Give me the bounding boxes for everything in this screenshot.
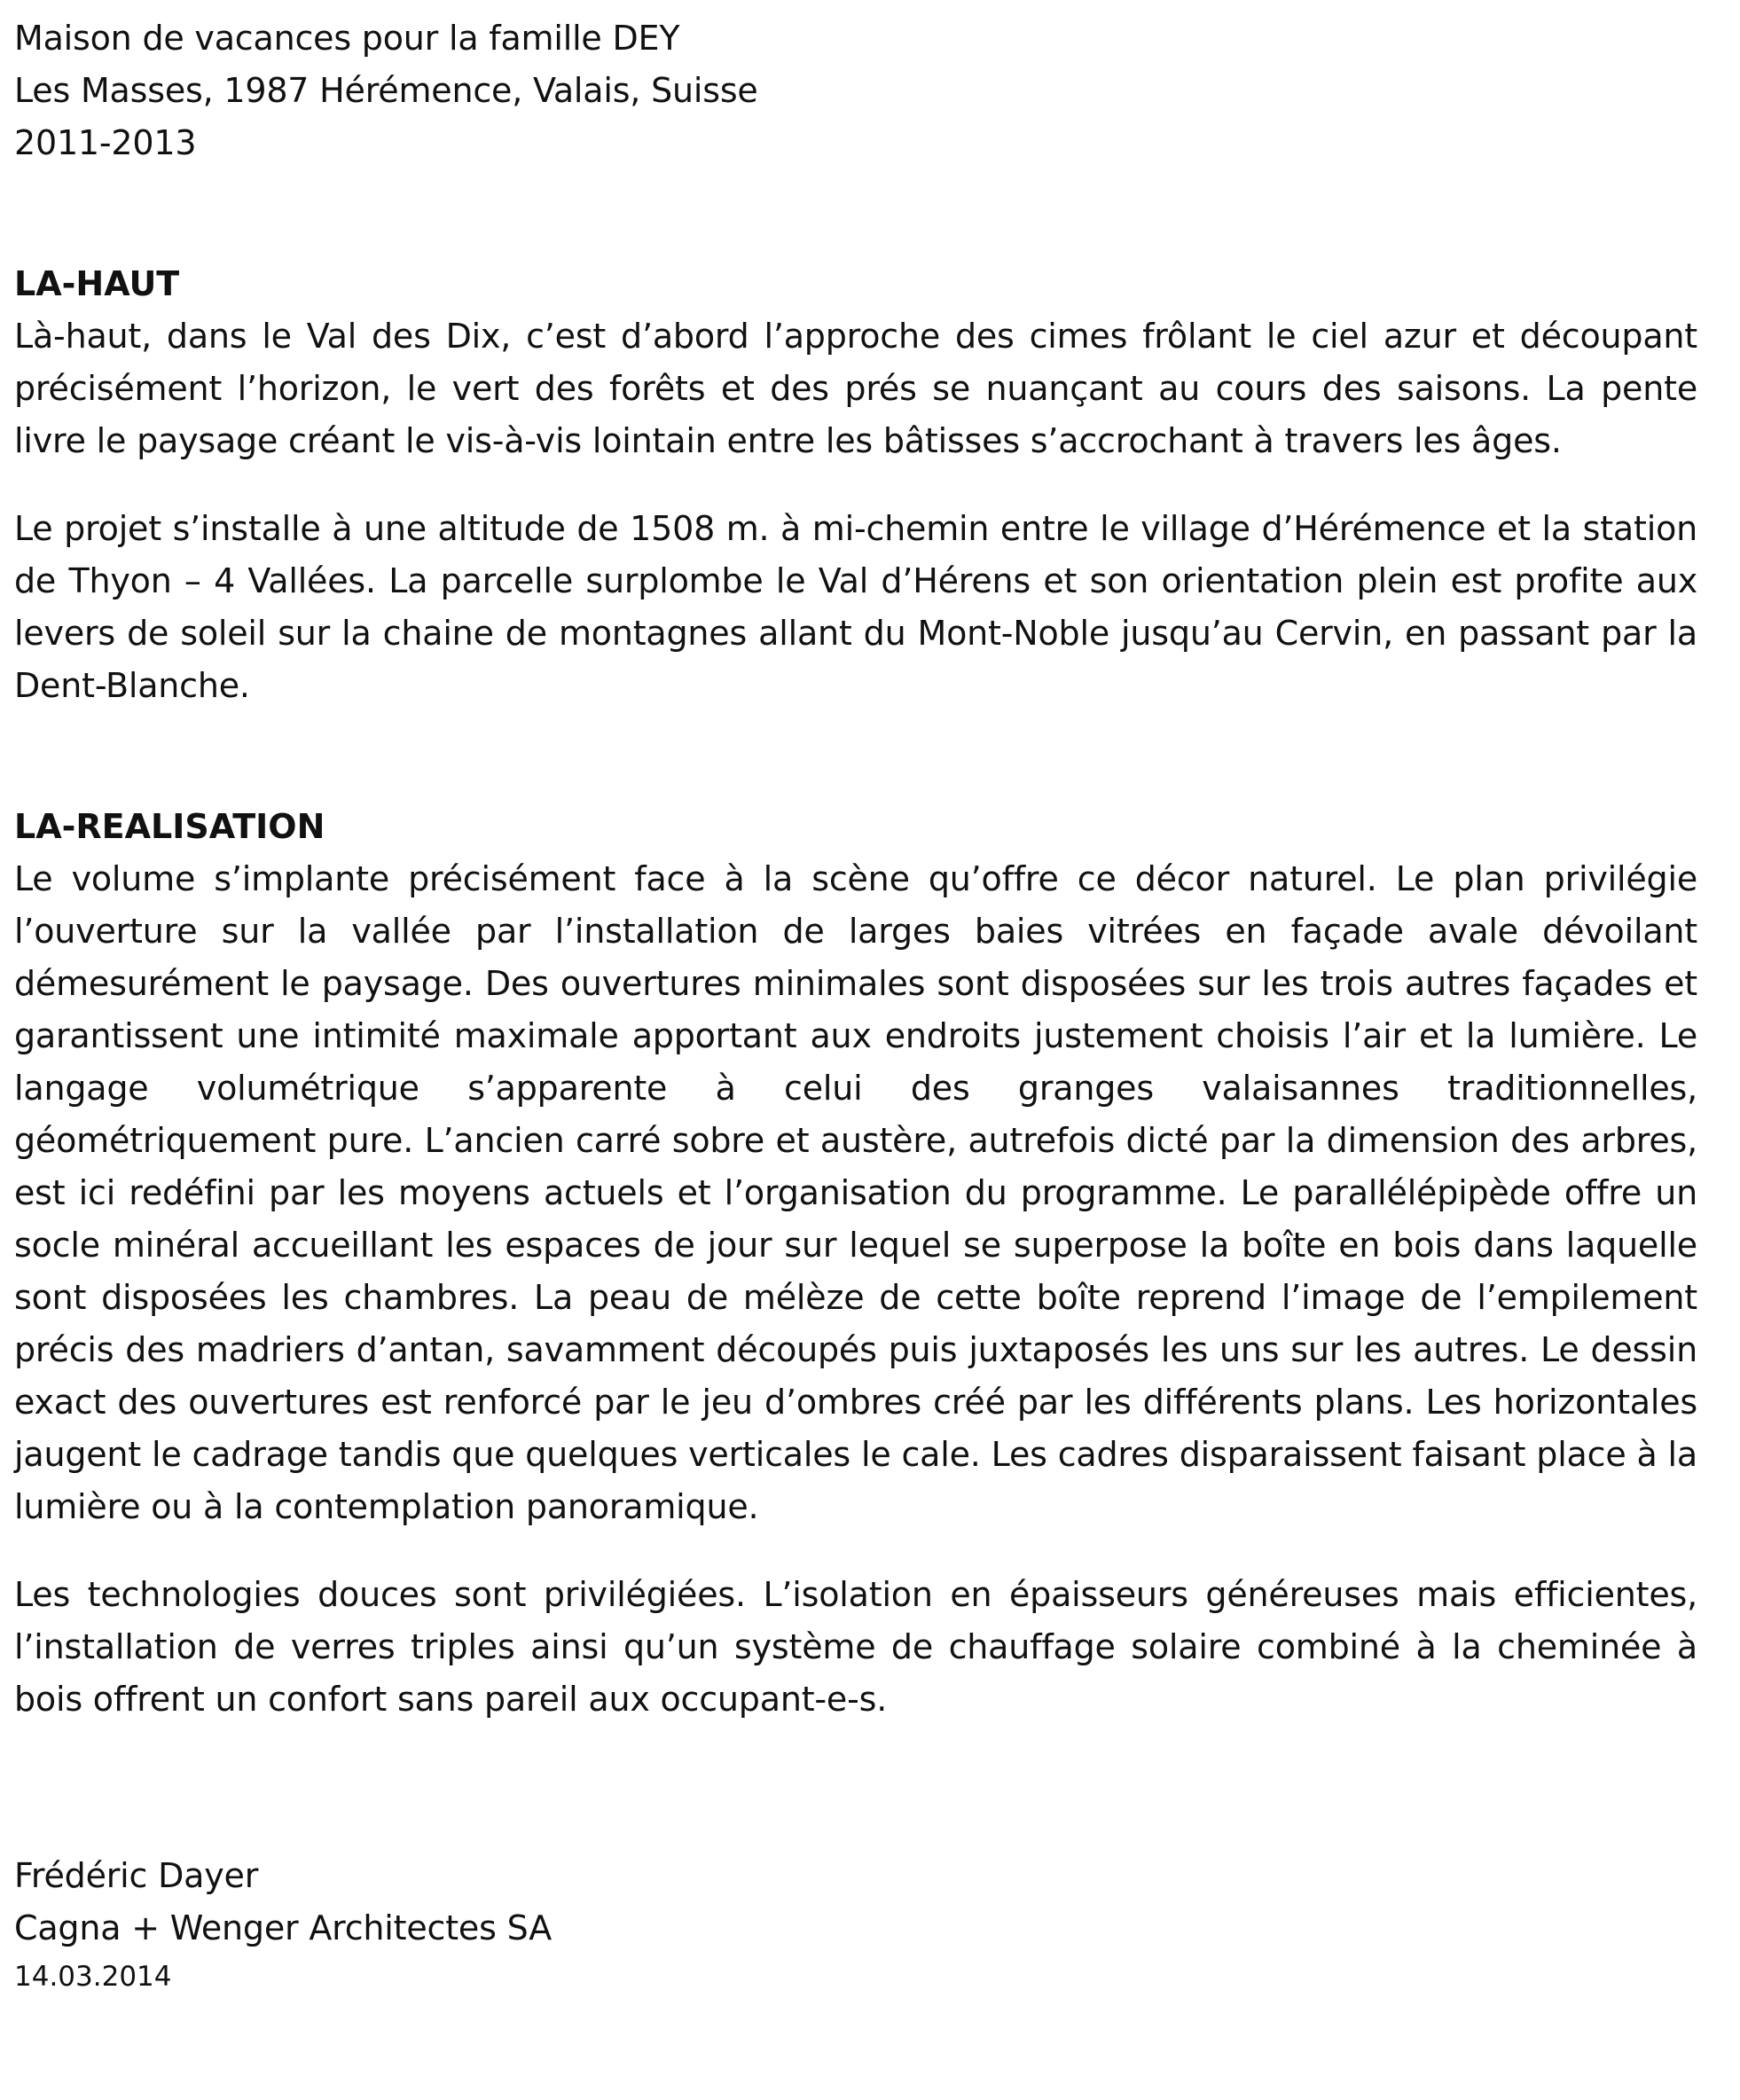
signature-name: Frédéric Dayer	[14, 1856, 259, 1895]
spacer	[14, 467, 1697, 503]
document-years: 2011-2013	[14, 123, 197, 162]
spacer	[14, 1726, 1697, 1850]
paragraph-la-haut-2: Le projet s’installe à une altitude de 1508 m. à mi-chemin entre le village d’Hérémence et la station de Thyon – 4 Vallées. La parcelle surplombe le Val d’Hérens et son orientation plein est profite aux levers de soleil sur la chaine de montagnes allant du Mont-Noble jusqu’au Cervin, en passant par la Dent-Blanche.	[14, 509, 1697, 705]
document-title: Maison de vacances pour la famille DEY	[14, 19, 680, 58]
paragraph-la-haut-1: Là-haut, dans le Val des Dix, c’est d’abord l’approche des cimes frôlant le ciel azur et découpant précisément l’horizon, le vert des forêts et des prés se nuançant au cours des saisons. La pente livre le paysage créant le vis-à-vis lointain entre les bâtisses s’accrochant à travers les âges.	[14, 317, 1697, 460]
spacer	[14, 1533, 1697, 1569]
section-heading-la-realisation: LA-REALISATION	[14, 807, 325, 846]
section-heading-la-haut: LA-HAUT	[14, 264, 180, 303]
signature-company: Cagna + Wenger Architectes SA	[14, 1908, 552, 1947]
document-location: Les Masses, 1987 Hérémence, Valais, Suisse	[14, 71, 758, 110]
spacer	[14, 712, 1697, 801]
spacer	[14, 169, 1697, 258]
paragraph-la-realisation-1: Le volume s’implante précisément face à la scène qu’offre ce décor naturel. Le plan privilégie l’ouverture sur la vallée par l’installation de larges baies vitrées en façade avale dévoilant démesurément le paysage. Des ouvertures minimales sont disposées sur les trois autres façades et garantissent une intimité maximale apportant aux endroits justement choisis l’air et la lumière. Le langage volumétrique s’apparente à celui des granges valaisannes traditionnelles, géométriquement pure. L’ancien carré sobre et austère, autrefois dicté par la dimension des arbres, est ici redéfini par les moyens actuels et l’organisation du programme. Le parallélépipède offre un socle minéral accueillant les espaces de jour sur lequel se superpose la boîte en bois dans laquelle sont disposées les chambres. La peau de mélèze de cette boîte reprend l’image de l’empilement précis des madriers d’antan, savamment découpés puis juxtaposés les uns sur les autres. Le dessin exact des ouvertures est renforcé par le jeu d’ombres créé par les différents plans. Les horizontales jaugent le cadrage tandis que quelques verticales le cale. Les cadres disparaissent faisant place à la lumière ou à la contemplation panoramique.	[14, 859, 1697, 1526]
document-page	[14, 12, 1697, 1999]
paragraph-la-realisation-2: Les technologies douces sont privilégiées. L’isolation en épaisseurs généreuses mais efficientes, l’installation de verres triples ainsi qu’un système de chauffage solaire combiné à la cheminée à bois offrent un confort sans pareil aux occupant-e-s.	[14, 1575, 1697, 1719]
signature-date: 14.03.2014	[14, 1961, 172, 1993]
